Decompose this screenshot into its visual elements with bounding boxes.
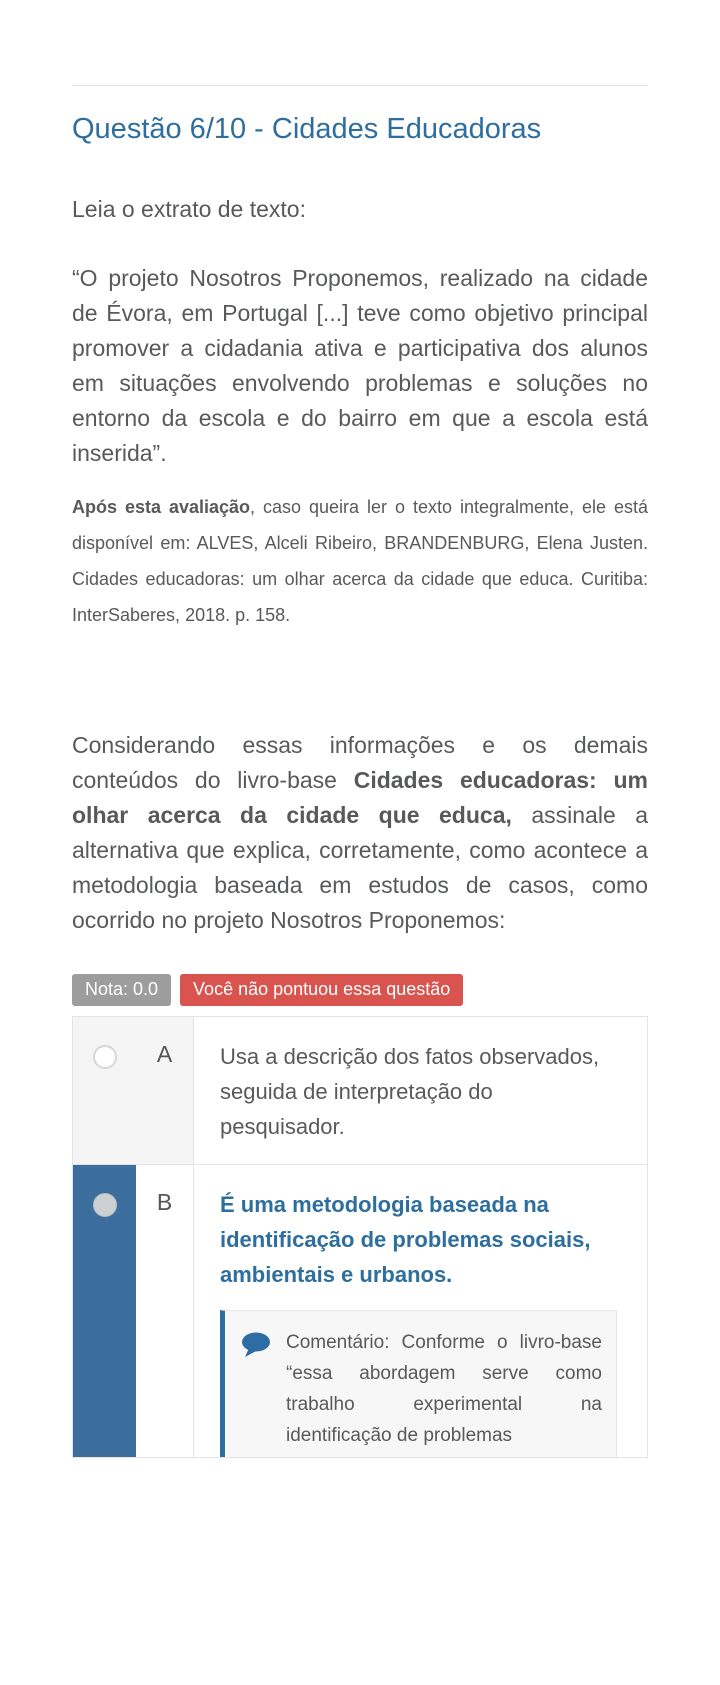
option-b-radio-cell xyxy=(73,1165,136,1457)
option-a-label: Usa a descrição dos fatos observados, seguida de interpretação do pesquisador. xyxy=(220,1044,600,1139)
option-a-letter: A xyxy=(136,1017,193,1164)
speech-bubble-icon xyxy=(241,1327,273,1451)
answer-option-b[interactable] xyxy=(73,1165,647,1457)
option-b-letter: B xyxy=(136,1165,193,1457)
answer-option-a[interactable] xyxy=(73,1017,647,1165)
answer-comment-box xyxy=(220,1310,617,1457)
citation-text xyxy=(72,489,648,633)
question-bold-segment: Cidades educadoras: um olhar acerca da cidade que educa, xyxy=(72,767,648,828)
top-divider xyxy=(72,85,648,86)
result-badges xyxy=(72,974,648,1006)
option-a-text-cell xyxy=(193,1017,647,1164)
option-a-radio[interactable] xyxy=(93,1045,117,1069)
intro-text: Leia o extrato de texto: xyxy=(72,196,306,222)
feedback-badge: Você não pontuou essa questão xyxy=(180,974,463,1006)
question-pre-segment: Considerando essas informações e os demais conteúdos do livro-base xyxy=(72,732,648,793)
option-b-radio-selected[interactable] xyxy=(93,1193,117,1217)
citation-rest-segment: , caso queira ler o texto integralmente, ele está disponível em: ALVES, Alceli Ribeiro, BRANDENBURG, Elena Justen. Cidades educadoras: um olhar acerca da cidade que educa. Curitiba: InterSaberes, 2018. p. 158. xyxy=(72,497,648,625)
quote-text: “O projeto Nosotros Proponemos, realizado na cidade de Évora, em Portugal [...] teve como objetivo principal promover a cidadania ativa e participativa dos alunos em situações envolvendo problemas e soluções no entorno da escola e do bairro em que a escola está inserida”. xyxy=(72,265,648,466)
option-b-text-cell xyxy=(193,1165,647,1457)
score-badge: Nota: 0.0 xyxy=(72,974,171,1006)
question-title: Questão 6/10 - Cidades Educadoras xyxy=(72,113,542,145)
quiz-question-page xyxy=(0,85,720,1458)
answer-options-list xyxy=(72,1016,648,1458)
option-a-radio-cell xyxy=(73,1017,136,1164)
citation-bold-segment: Após esta avaliação xyxy=(72,497,251,517)
question-post-segment: assinale a alternativa que explica, corretamente, como acontece a metodologia baseada em estudos de casos, como ocorrido no projeto Nosotros Proponemos: xyxy=(72,802,648,933)
option-b-label: É uma metodologia baseada na identificação de problemas sociais, ambientais e urbanos. xyxy=(220,1192,591,1287)
answer-comment-text: Comentário: Conforme o livro-base “essa abordagem serve como trabalho experimental na identificação de problemas xyxy=(286,1332,602,1446)
question-statement xyxy=(72,728,648,938)
